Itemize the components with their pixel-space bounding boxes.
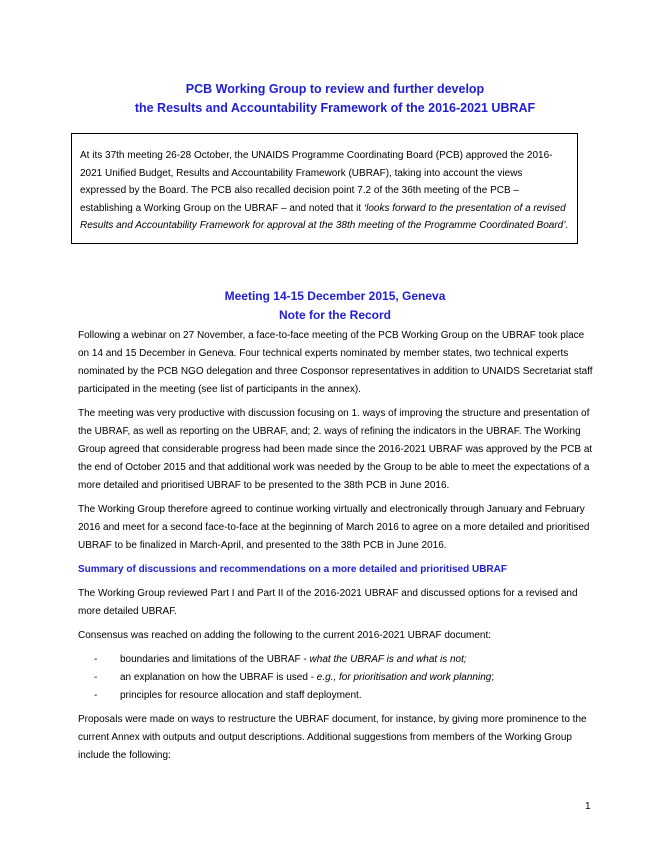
paragraph-4: The Working Group reviewed Part I and Part II of the 2016-2021 UBRAF and discussed options for a revised and more detailed UBRAF. bbox=[78, 588, 578, 617]
bullet-text: principles for resource allocation and staff deployment. bbox=[120, 690, 362, 701]
page-number: 1 bbox=[585, 801, 591, 812]
intro-quote: ‘looks forward to the presentation of a revised Results and Accountability Framework for approval at the 38th meeting of the Programme Coordinated Board’. bbox=[80, 202, 569, 231]
title-line-1: PCB Working Group to review and further develop bbox=[185, 82, 485, 96]
paragraph-2: The meeting was very productive with discussion focusing on 1. ways of improving the structure and presentation of the UBRAF, as well as reporting on the UBRAF, and; 2. ways of refining the indicators in the UBRAF. The Working Group agreed that considerable progress had been made since the 2016-2021 UBRAF was approved by the PCB at the end of October 2015 and that additional work was needed by the Group to be able to meet the expectations of a more detailed and prioritised UBRAF to be presented to the 38th PCB in June 2016. bbox=[78, 408, 593, 491]
paragraph-3: The Working Group therefore agreed to continue working virtually and electronically through January and February 2016 and meet for a second face-to-face at the beginning of March 2016 to agree on a more detailed and prioritised UBRAF to be finalized in March-April, and presented to the 38th PCB in June 2016. bbox=[78, 504, 590, 551]
meeting-line-1: Meeting 14-15 December 2015, Geneva bbox=[224, 289, 446, 303]
bullet-italic: what the UBRAF is and what is not; bbox=[309, 654, 467, 665]
paragraph-6: Proposals were made on ways to restructure the UBRAF document, for instance, by giving more prominence to the current Annex with outputs and output descriptions. Additional suggestions from members of the Working Group include the following: bbox=[78, 714, 587, 761]
bullet-italic: e.g., for prioritisation and work planning bbox=[316, 672, 492, 683]
meeting-line-2: Note for the Record bbox=[278, 307, 391, 322]
intro-box bbox=[71, 133, 578, 244]
list-item bbox=[78, 651, 593, 669]
intro-text: At its 37th meeting 26-28 October, the UNAIDS Programme Coordinating Board (PCB) approved the 2016-2021 Unified Budget, Results and Accountability Framework (UBRAF), taking into account the views expressed by the Board. The PCB also recalled decision point 7.2 of the 36th meeting of the PCB – establishing a Working Group on the UBRAF – and noted that it bbox=[80, 150, 553, 214]
document-body bbox=[78, 327, 593, 771]
paragraph-5: Consensus was reached on adding the following to the current 2016-2021 UBRAF document: bbox=[78, 630, 492, 641]
bullet-list bbox=[78, 651, 593, 705]
bullet-tail: ; bbox=[491, 672, 495, 683]
bullet-text: boundaries and limitations of the UBRAF - bbox=[120, 654, 310, 665]
bullet-dash: - bbox=[94, 690, 98, 701]
bullet-dash: - bbox=[94, 654, 98, 665]
bullet-dash: - bbox=[94, 672, 98, 683]
bullet-text: an explanation on how the UBRAF is used - bbox=[120, 672, 317, 683]
paragraph-1: Following a webinar on 27 November, a face-to-face meeting of the PCB Working Group on the UBRAF took place on 14 and 15 December in Geneva. Four technical experts nominated by member states, two technical experts nominated by the PCB NGO delegation and three Cosponsor representatives in addition to UNAIDS Secretariat staff participated in the meeting (see list of participants in the annex). bbox=[78, 330, 593, 395]
meeting-heading bbox=[0, 287, 670, 324]
list-item bbox=[78, 687, 593, 705]
section-heading: Summary of discussions and recommendations on a more detailed and prioritised UBRAF bbox=[78, 564, 507, 575]
title-line-2: the Results and Accountability Framework of the 2016-2021 UBRAF bbox=[134, 101, 536, 115]
list-item bbox=[78, 669, 593, 687]
document-title bbox=[0, 80, 670, 118]
